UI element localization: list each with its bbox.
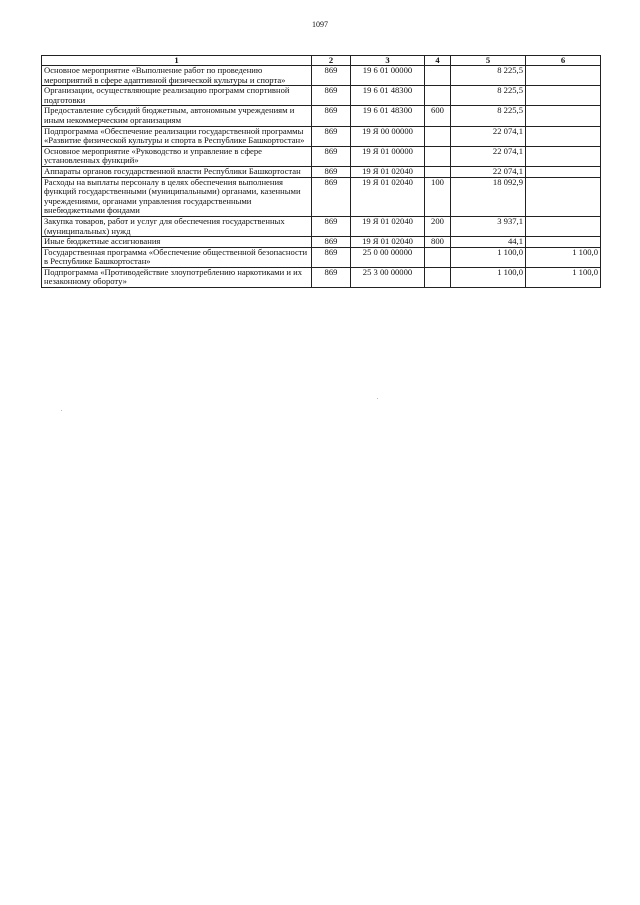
amount-next-cell [526, 237, 601, 248]
row-name-cell: Подпрограмма «Противодействие злоупотреблению наркотиками и их незаконному обороту» [42, 267, 312, 287]
column-header: 2 [312, 56, 351, 66]
amount-cell: 22 074,1 [451, 126, 526, 146]
header-row [42, 56, 601, 66]
scan-speck [61, 410, 62, 411]
expense-type-cell [425, 146, 451, 166]
column-header: 4 [425, 56, 451, 66]
amount-next-cell [526, 166, 601, 177]
amount-cell: 8 225,5 [451, 106, 526, 126]
admin-code-cell: 869 [312, 267, 351, 287]
column-header: 5 [451, 56, 526, 66]
target-article-cell: 19 Я 01 02040 [351, 177, 425, 216]
amount-cell: 22 074,1 [451, 166, 526, 177]
row-name-cell: Подпрограмма «Обеспечение реализации государственной программы «Развитие физической культуры и спорта в Республике Башкортостан» [42, 126, 312, 146]
row-name-cell: Государственная программа «Обеспечение общественной безопасности в Республике Башкортостан» [42, 247, 312, 267]
admin-code-cell: 869 [312, 146, 351, 166]
amount-next-cell [526, 106, 601, 126]
amount-next-cell: 1 100,0 [526, 247, 601, 267]
admin-code-cell: 869 [312, 86, 351, 106]
column-header: 3 [351, 56, 425, 66]
admin-code-cell: 869 [312, 66, 351, 86]
amount-cell: 8 225,5 [451, 86, 526, 106]
amount-cell: 3 937,1 [451, 216, 526, 236]
target-article-cell: 25 0 00 00000 [351, 247, 425, 267]
table-row [42, 126, 601, 146]
row-name-cell: Аппараты органов государственной власти Республики Башкортостан [42, 166, 312, 177]
budget-table [41, 55, 601, 288]
admin-code-cell: 869 [312, 106, 351, 126]
amount-next-cell [526, 177, 601, 216]
target-article-cell: 19 Я 01 02040 [351, 216, 425, 236]
target-article-cell: 19 6 01 00000 [351, 66, 425, 86]
expense-type-cell: 200 [425, 216, 451, 236]
table-row [42, 106, 601, 126]
row-name-cell: Расходы на выплаты персоналу в целях обеспечения выполнения функций государственными (муниципальными) органами, казенными учреждениями, органами управления государственными внебюджетными фондами [42, 177, 312, 216]
amount-next-cell [526, 126, 601, 146]
table-row [42, 216, 601, 236]
expense-type-cell: 100 [425, 177, 451, 216]
table-row [42, 177, 601, 216]
target-article-cell: 25 3 00 00000 [351, 267, 425, 287]
row-name-cell: Иные бюджетные ассигнования [42, 237, 312, 248]
amount-next-cell: 1 100,0 [526, 267, 601, 287]
target-article-cell: 19 6 01 48300 [351, 86, 425, 106]
admin-code-cell: 869 [312, 247, 351, 267]
expense-type-cell [425, 166, 451, 177]
amount-cell: 22 074,1 [451, 146, 526, 166]
row-name-cell: Закупка товаров, работ и услуг для обеспечения государственных (муниципальных) нужд [42, 216, 312, 236]
column-header: 6 [526, 56, 601, 66]
scan-speck [377, 398, 378, 399]
page-number: 1097 [312, 20, 328, 29]
target-article-cell: 19 6 01 48300 [351, 106, 425, 126]
admin-code-cell: 869 [312, 237, 351, 248]
expense-type-cell: 800 [425, 237, 451, 248]
amount-next-cell [526, 146, 601, 166]
target-article-cell: 19 Я 01 00000 [351, 146, 425, 166]
expense-type-cell [425, 86, 451, 106]
row-name-cell: Основное мероприятие «Выполнение работ по проведению мероприятий в сфере адаптивной физической культуры и спорта» [42, 66, 312, 86]
table-row [42, 267, 601, 287]
expense-type-cell [425, 267, 451, 287]
table-row [42, 146, 601, 166]
table-row [42, 166, 601, 177]
target-article-cell: 19 Я 01 02040 [351, 237, 425, 248]
target-article-cell: 19 Я 00 00000 [351, 126, 425, 146]
amount-cell: 8 225,5 [451, 66, 526, 86]
column-header: 1 [42, 56, 312, 66]
table-row [42, 66, 601, 86]
admin-code-cell: 869 [312, 216, 351, 236]
admin-code-cell: 869 [312, 177, 351, 216]
amount-next-cell [526, 66, 601, 86]
row-name-cell: Основное мероприятие «Руководство и управление в сфере установленных функций» [42, 146, 312, 166]
table-row [42, 247, 601, 267]
amount-cell: 18 092,9 [451, 177, 526, 216]
target-article-cell: 19 Я 01 02040 [351, 166, 425, 177]
amount-cell: 44,1 [451, 237, 526, 248]
table-row [42, 86, 601, 106]
amount-cell: 1 100,0 [451, 267, 526, 287]
admin-code-cell: 869 [312, 166, 351, 177]
expense-type-cell [425, 126, 451, 146]
row-name-cell: Организации, осуществляющие реализацию программ спортивной подготовки [42, 86, 312, 106]
expense-type-cell: 600 [425, 106, 451, 126]
admin-code-cell: 869 [312, 126, 351, 146]
row-name-cell: Предоставление субсидий бюджетным, автономным учреждениям и иным некоммерческим организациям [42, 106, 312, 126]
amount-next-cell [526, 86, 601, 106]
expense-type-cell [425, 66, 451, 86]
amount-cell: 1 100,0 [451, 247, 526, 267]
amount-next-cell [526, 216, 601, 236]
table-row [42, 237, 601, 248]
expense-type-cell [425, 247, 451, 267]
